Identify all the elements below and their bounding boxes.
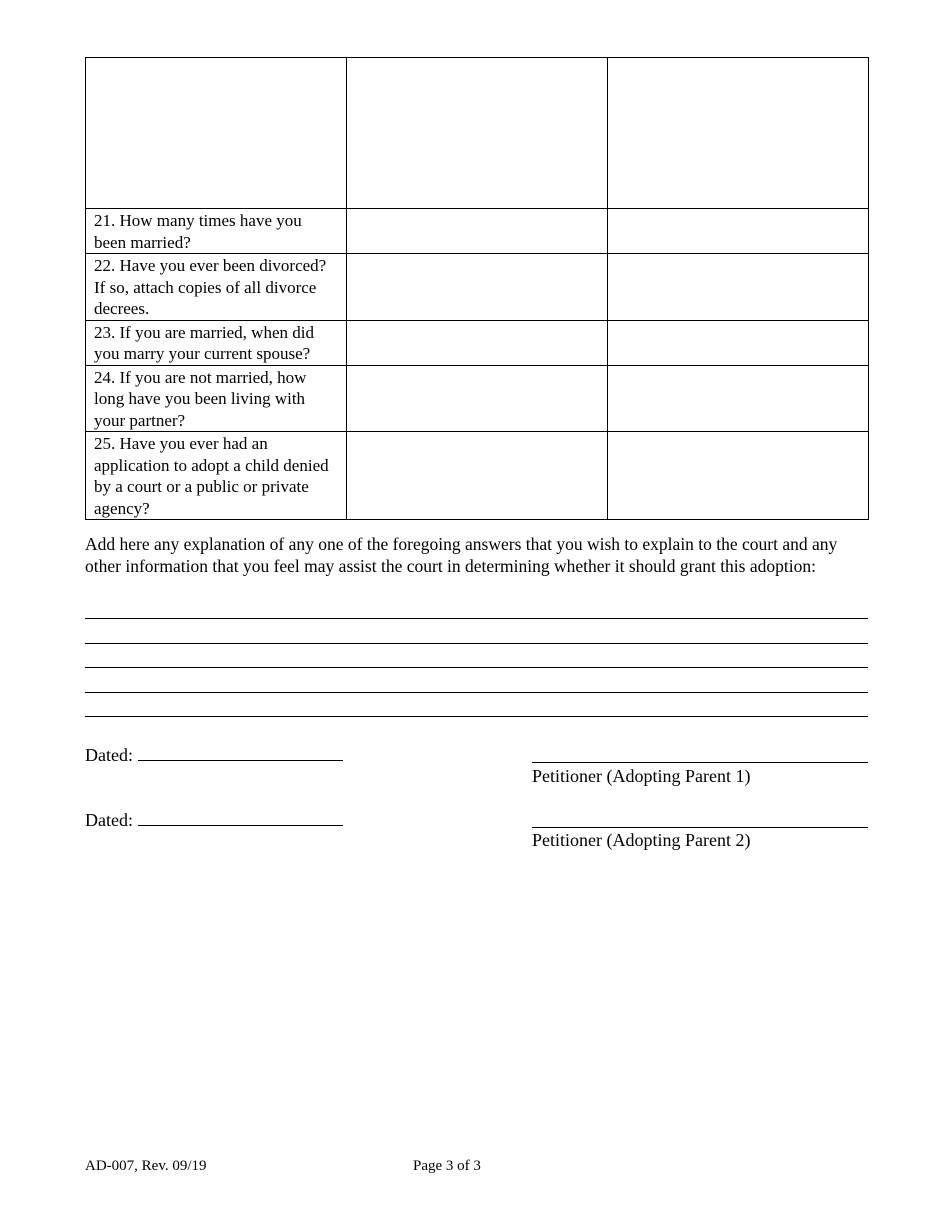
answer-cell-parent-1[interactable] [347,254,608,321]
dated-field-1 [85,743,343,766]
question-25: 25. Have you ever had an application to adopt a child denied by a court or a public or private agency? [86,432,347,520]
table-row [86,254,869,321]
answer-cell-parent-2[interactable] [608,58,869,209]
answer-cell-parent-2[interactable] [608,320,869,365]
dated-label: Dated: [85,810,133,830]
question-23: 23. If you are married, when did you marry your current spouse? [86,320,347,365]
question-22: 22. Have you ever been divorced? If so, attach copies of all divorce decrees. [86,254,347,321]
date-input-2[interactable] [138,808,343,826]
dated-field-2 [85,808,343,831]
answer-cell-parent-2[interactable] [608,432,869,520]
table-row [86,58,869,209]
explanation-line[interactable] [85,716,868,717]
questionnaire-table [85,57,869,520]
signature-line-parent-1[interactable] [532,762,868,763]
answer-cell-parent-2[interactable] [608,209,869,254]
answer-cell-parent-1[interactable] [347,209,608,254]
explanation-line[interactable] [85,618,868,619]
date-input-1[interactable] [138,743,343,761]
answer-cell-parent-1[interactable] [347,432,608,520]
signature-line-parent-2[interactable] [532,827,868,828]
explanation-instructions: Add here any explanation of any one of the foregoing answers that you wish to explain to the court and any other information that you feel may assist the court in determining whether it should grant this adoption: [85,534,838,576]
question-24: 24. If you are not married, how long have you been living with your partner? [86,365,347,432]
explanation-line[interactable] [85,667,868,668]
petitioner-1-label: Petitioner (Adopting Parent 1) [532,766,751,786]
explanation-line[interactable] [85,692,868,693]
table-row [86,365,869,432]
answer-cell-parent-2[interactable] [608,254,869,321]
answer-cell-parent-1[interactable] [347,320,608,365]
answer-cell-parent-1[interactable] [347,365,608,432]
page-number: Page 3 of 3 [413,1158,481,1174]
answer-cell-parent-2[interactable] [608,365,869,432]
dated-label: Dated: [85,745,133,765]
petitioner-2-label: Petitioner (Adopting Parent 2) [532,830,751,850]
question-21: 21. How many times have you been married? [86,209,347,254]
table-row [86,432,869,520]
explanation-line[interactable] [85,643,868,644]
question-cell [86,58,347,209]
table-row [86,209,869,254]
table-row [86,320,869,365]
form-id: AD-007, Rev. 09/19 [85,1158,207,1174]
answer-cell-parent-1[interactable] [347,58,608,209]
